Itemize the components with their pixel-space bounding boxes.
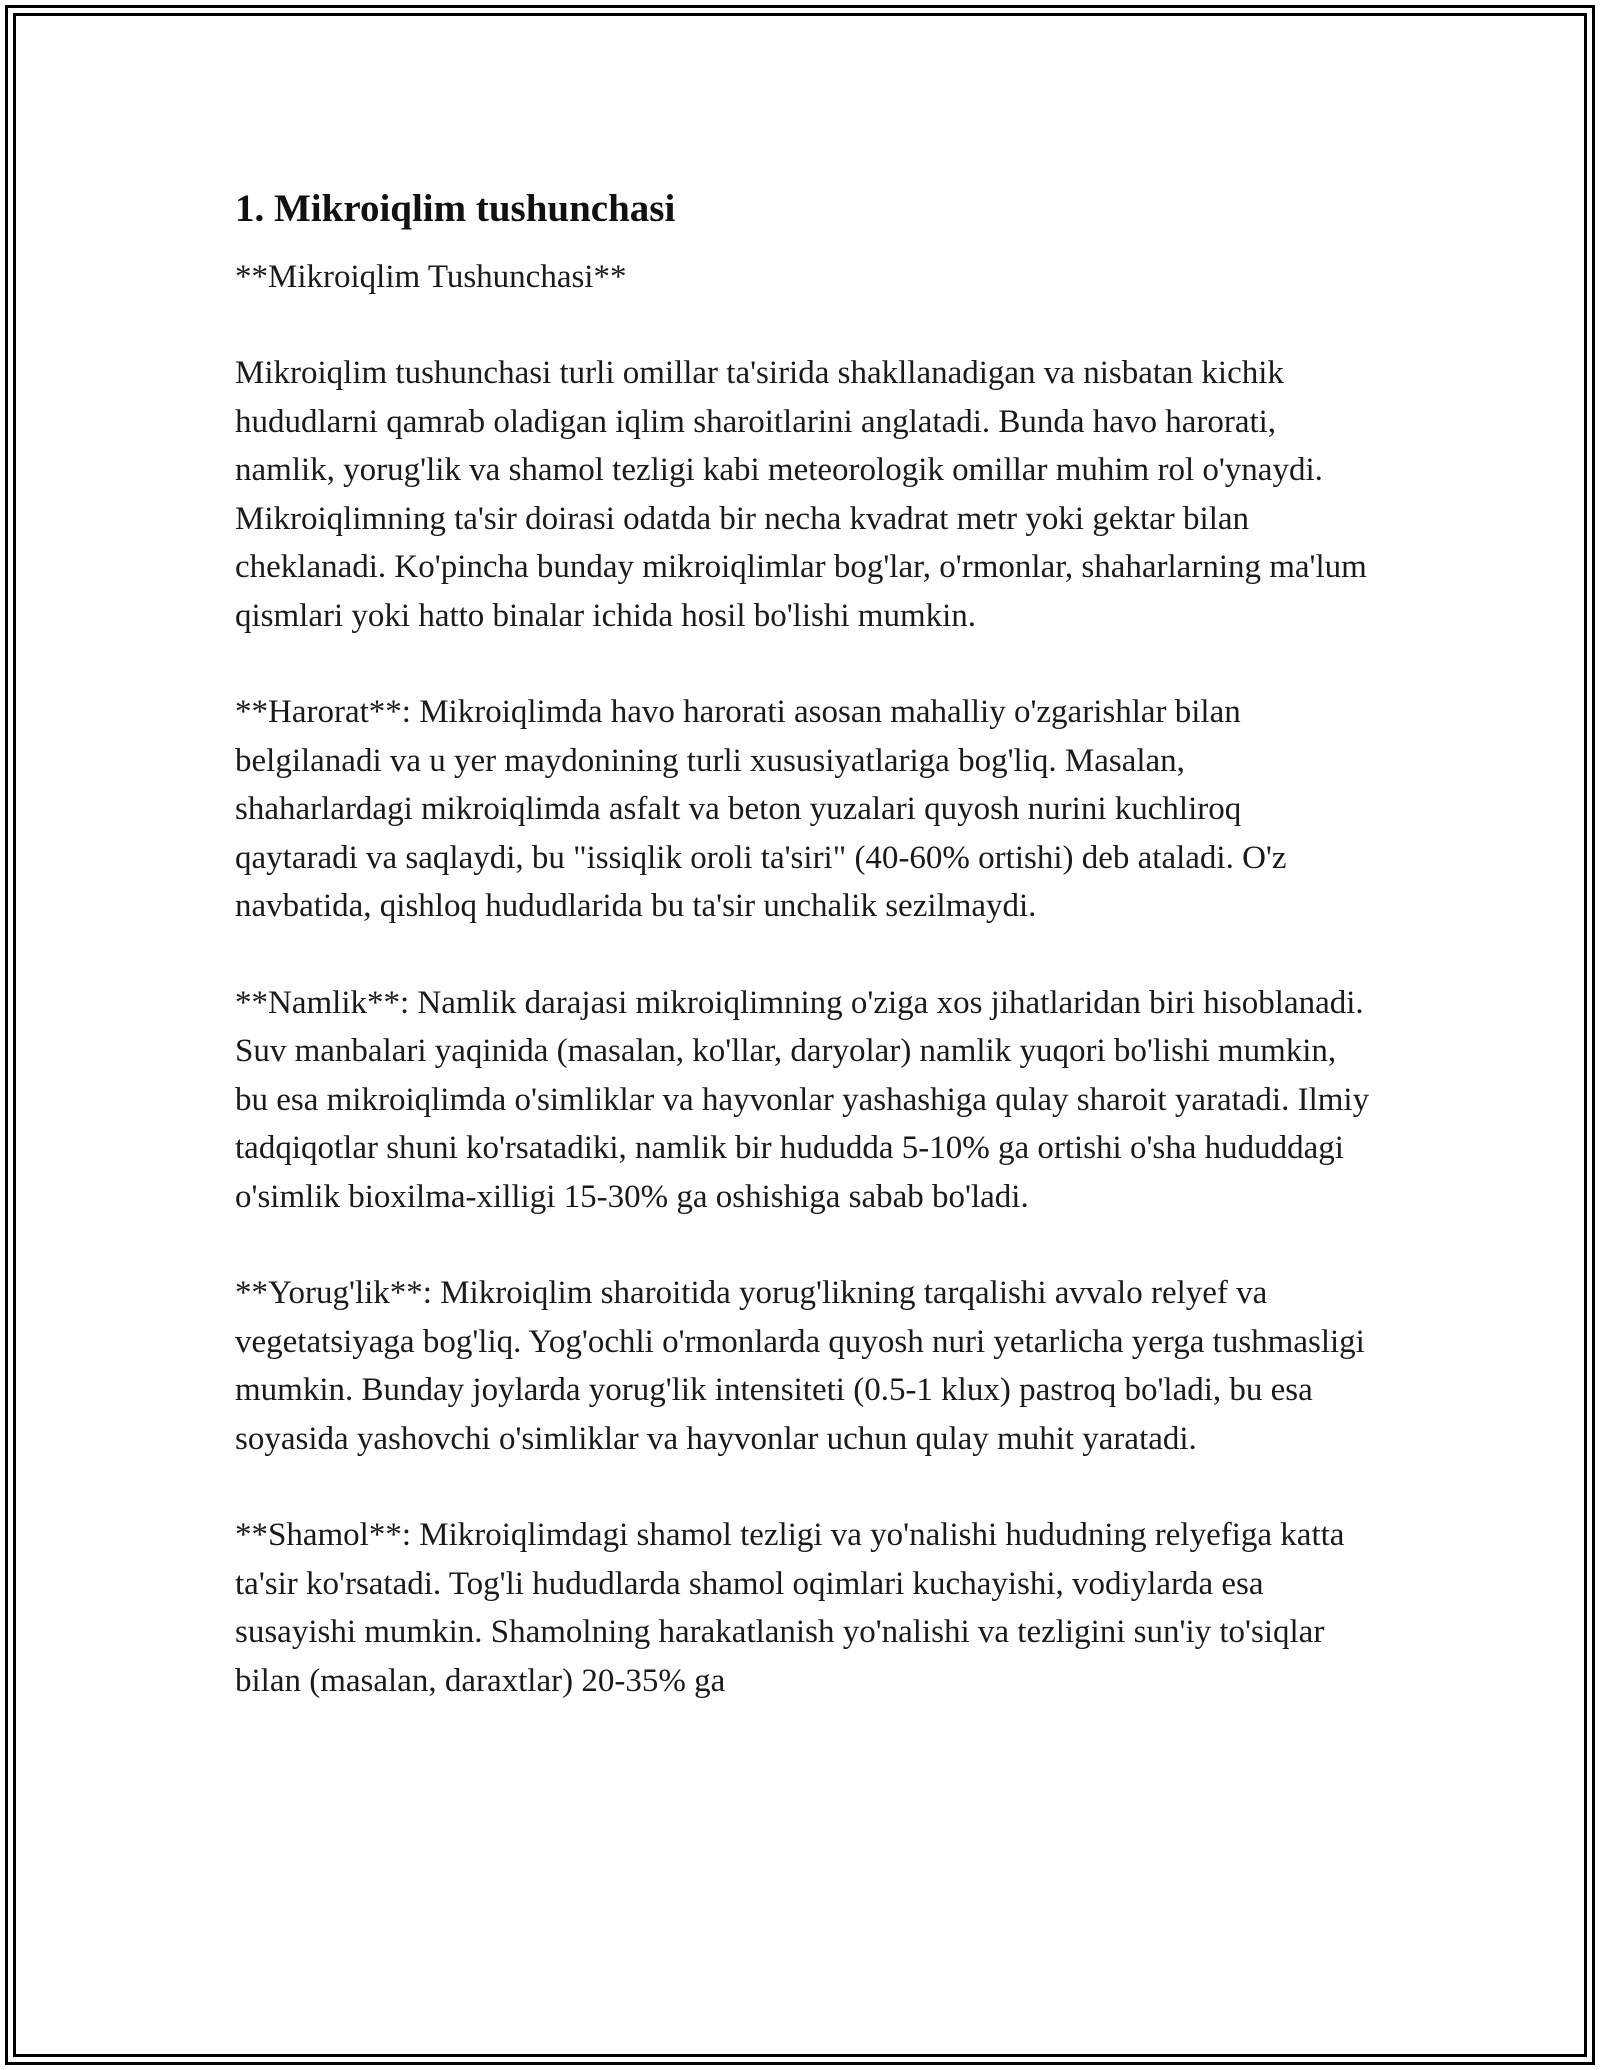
paragraph-shamol: **Shamol**: Mikroiqlimdagi shamol tezligi va yo'nalishi hududning relyefiga katta ta'sir ko'rsatadi. Tog'li hududlarda shamol oqimlari kuchayishi, vodiylarda esa susayishi mumkin. Shamolning harakatlanish yo'nalishi va tezligini sun'iy to'siqlar bilan (masalan, daraxtlar) 20-35% ga — [235, 1517, 1345, 1699]
paragraph-namlik: **Namlik**: Namlik darajasi mikroiqlimning o'ziga xos jihatlaridan biri hisoblanadi. Suv manbalari yaqinida (masalan, ko'llar, daryolar) namlik yuqori bo'lishi mumkin, bu esa mikroiqlimda o'simliklar va hayvonlar yashashiga qulay sharoit yaratadi. Ilmiy tadqiqotlar shuni ko'rsatadiki, namlik bir hududda 5-10% ga ortishi o'sha hududdagi o'simlik bioxilma-xilligi 15-30% ga oshishiga sabab bo'ladi. — [235, 984, 1370, 1215]
paragraph-harorat: **Harorat**: Mikroiqlimda havo harorati asosan mahalliy o'zgarishlar bilan belgilanadi va u yer maydonining turli xususiyatlariga bog'liq. Masalan, shaharlardagi mikroiqlimda asfalt va beton yuzalari quyosh nurini kuchliroq qaytaradi va saqlaydi, bu "issiqlik oroli ta'siri" (40-60% ortishi) deb ataladi. O'z navbatida, qishloq hududlarida bu ta'sir unchalik sezilmaydi. — [235, 694, 1287, 924]
paragraph-yoruglik: **Yorug'lik**: Mikroiqlim sharoitida yorug'likning tarqalishi avvalo relyef va vegetatsiyaga bog'liq. Yog'ochli o'rmonlarda quyosh nuri yetarlicha yerga tushmasligi mumkin. Bunday joylarda yorug'lik intensiteti (0.5-1 klux) pastroq bo'ladi, bu esa soyasida yashovchi o'simliklar va hayvonlar uchun qulay muhit yaratadi. — [235, 1275, 1365, 1457]
section-heading: 1. Mikroiqlim tushunchasi — [235, 187, 676, 230]
section-subheading: **Mikroiqlim Tushunchasi** — [235, 259, 627, 295]
paragraph-intro: Mikroiqlim tushunchasi turli omillar ta'sirida shakllanadigan va nisbatan kichik hududlarni qamrab oladigan iqlim sharoitlarini anglatadi. Bunda havo harorati, namlik, yorug'lik va shamol tezligi kabi meteorologik omillar muhim rol o'ynaydi. Mikroiqlimning ta'sir doirasi odatda bir necha kvadrat metr yoki gektar bilan cheklanadi. Ko'pincha bunday mikroiqlimlar bog'lar, o'rmonlar, shaharlarning ma'lum qismlari yoki hatto binalar ichida hosil bo'lishi mumkin. — [235, 355, 1367, 634]
document-body — [235, 185, 1370, 1753]
